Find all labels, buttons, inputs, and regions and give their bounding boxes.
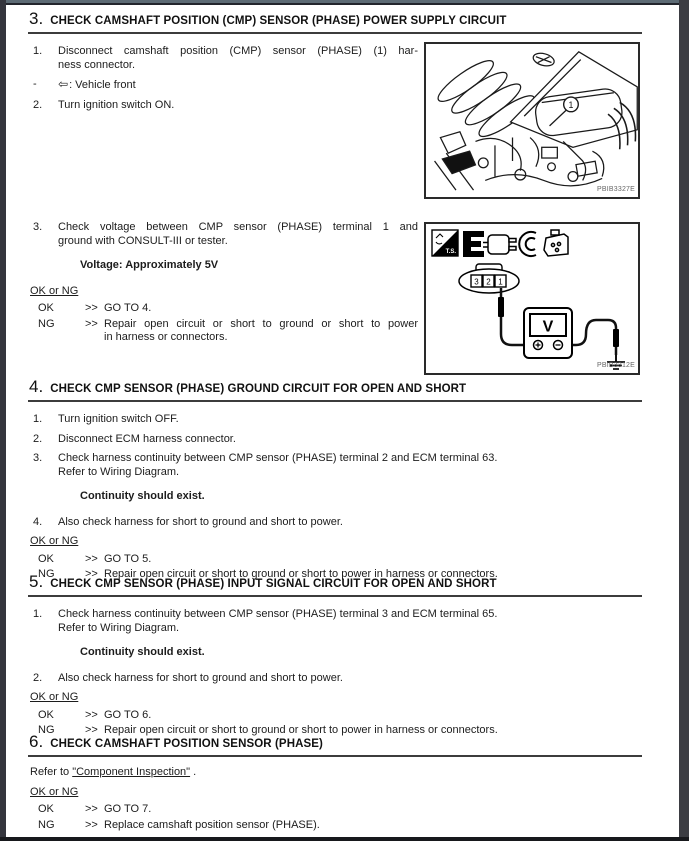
refer-prefix: Refer to [30,766,70,778]
result-header: OK or NG [30,785,79,798]
section-5-heading [28,572,642,597]
result-ng-row [28,819,642,833]
step-item [28,672,642,686]
step-text-line: Check voltage between CMP sensor (PHASE) terminal 1 and [58,221,418,233]
dash-marker: - [33,78,37,90]
result-ng-row [28,318,418,345]
step-number: 1. [33,413,43,425]
result-ok-row [28,302,418,316]
step-item [28,221,418,248]
step-number: 3. [33,221,43,233]
female-connector-icon [519,232,536,256]
result-arrows: >> [85,552,98,565]
step-text-line: Refer to Wiring Diagram. [58,465,180,478]
step-item [28,99,418,113]
result-ok-action: GO TO 7. [104,803,152,815]
result-ok-row [28,803,642,817]
result-arrows: >> [85,568,98,580]
step-text-line: ness connector. [58,58,136,71]
step-item [28,413,642,427]
step-text-line: Check harness continuity between CMP sensor (PHASE) terminal 3 and ECM terminal 65. [58,608,498,620]
section-6-sensor-check [28,732,642,834]
result-arrows: >> [85,724,98,736]
result-ng-action: Replace camshaft position sensor (PHASE). [104,818,320,831]
disconnect-connector-icon [463,231,484,257]
vehicle-front-label: : Vehicle front [69,79,136,91]
result-arrows: >> [85,302,98,314]
page-frame-left [0,0,6,841]
result-ng-label: NG [38,568,55,580]
spec-value: Continuity should exist. [80,646,205,658]
callout-1-label: 1 [568,99,574,110]
section-number: 6. [29,732,44,751]
result-ok-action: GO TO 5. [104,552,152,565]
svg-text:T.S.: T.S. [445,249,456,255]
result-ok-action: GO TO 6. [104,708,152,721]
result-ok-label: OK [38,708,54,721]
step-text: Turn ignition switch OFF. [58,413,179,425]
section-title: CHECK CMP SENSOR (PHASE) GROUND CIRCUIT FOR OPEN AND SHORT [50,383,467,395]
section-6-heading [28,732,642,757]
step-text: Also check harness for short to ground and short to power. [58,671,343,684]
result-arrows: >> [85,317,98,330]
figure-code: PBIB3327E [597,185,635,193]
step-text-line: ground with CONSULT-III or tester. [58,234,228,247]
terminal-3-label: 3 [474,277,479,287]
result-ok-label: OK [38,803,54,815]
male-plug-icon [483,235,516,254]
step-number: 2. [33,671,43,684]
figure-code: PBIB3312E [597,361,635,369]
vehicle-front-arrow-icon: ⇦ [58,77,69,91]
refer-suffix: . [193,766,197,778]
step-text-line: Check harness continuity between CMP sensor (PHASE) terminal 2 and ECM terminal 63. [58,452,498,464]
result-ng-label: NG [38,317,55,330]
component-inspection-link[interactable]: "Component Inspection" [72,766,191,778]
result-ok-label: OK [38,302,54,314]
step-item [28,516,642,530]
spec-value: Voltage: Approximately 5V [80,259,219,271]
page-frame-right [679,0,689,841]
step-number: 4. [33,515,43,528]
voltage-test-figure [424,222,640,375]
engine-compartment-figure [424,42,640,199]
result-header: OK or NG [30,284,79,297]
spec-value: Continuity should exist. [80,490,205,502]
refer-line [30,766,642,780]
engine-line-art [426,44,638,197]
step-text: Also check harness for short to ground and short to power. [58,515,343,528]
result-ng-label: NG [38,818,55,831]
harness-connector-icon [544,230,568,256]
result-ng-action-line: in harness or connectors. [104,331,228,343]
section-title: CHECK CAMSHAFT POSITION (CMP) SENSOR (PHASE) POWER SUPPLY CIRCUIT [50,15,507,27]
page-frame-top-inner [0,3,689,5]
terminal-1-label: 1 [498,277,503,287]
section-number: 5. [29,572,44,591]
probe-boot-left [498,297,504,317]
result-ok-row [28,709,642,723]
section-number: 3. [29,9,44,28]
terminal-2-label: 2 [486,277,491,287]
step-text: Disconnect ECM harness connector. [58,432,236,445]
result-ng-label: NG [38,724,55,736]
section-title: CHECK CMP SENSOR (PHASE) INPUT SIGNAL CIRCUIT FOR OPEN AND SHORT [50,578,497,590]
section-number: 4. [29,377,44,396]
section-title: CHECK CAMSHAFT POSITION SENSOR (PHASE) [50,738,323,750]
step-item [28,433,642,447]
step-number: 1. [33,45,43,57]
vehicle-front-note [28,78,418,93]
probe-boot-right [613,329,619,347]
result-ng-action: Repair open circuit or short to ground or short to power in harness or connectors. [104,724,498,736]
voltmeter-v-label: V [542,318,554,336]
result-arrows: >> [85,708,98,721]
section-4-ground-circuit-check [28,377,642,584]
section-4-heading [28,377,642,402]
result-header: OK or NG [30,535,79,547]
result-ng-action-line: Repair open circuit or short to ground or short to power [104,317,418,330]
step-item [28,608,642,635]
page-frame-bottom [0,837,689,841]
step-number: 1. [33,608,43,620]
step-number: 2. [33,98,43,111]
step-item [28,45,418,72]
step-number: 2. [33,432,43,445]
result-header: OK or NG [30,691,79,703]
result-arrows: >> [85,803,98,815]
result-ok-action: GO TO 4. [104,302,152,314]
step-text-line: Disconnect camshaft position (CMP) sensor (PHASE) (1) har- [58,45,418,57]
result-ng-action: Repair open circuit or short to ground or short to power in harness or connectors. [104,568,498,580]
section-5-input-signal-check [28,572,642,740]
step-number: 3. [33,452,43,464]
ts-tool-icon [432,230,458,256]
step-text-line: Refer to Wiring Diagram. [58,621,180,634]
section-3-heading [28,9,642,34]
result-ok-row [28,553,642,567]
step-item [28,452,642,479]
result-ok-label: OK [38,552,54,565]
vertical-spacer [28,118,418,221]
result-arrows: >> [85,818,98,831]
voltage-test-diagram [426,224,638,373]
step-text: Turn ignition switch ON. [58,98,175,111]
